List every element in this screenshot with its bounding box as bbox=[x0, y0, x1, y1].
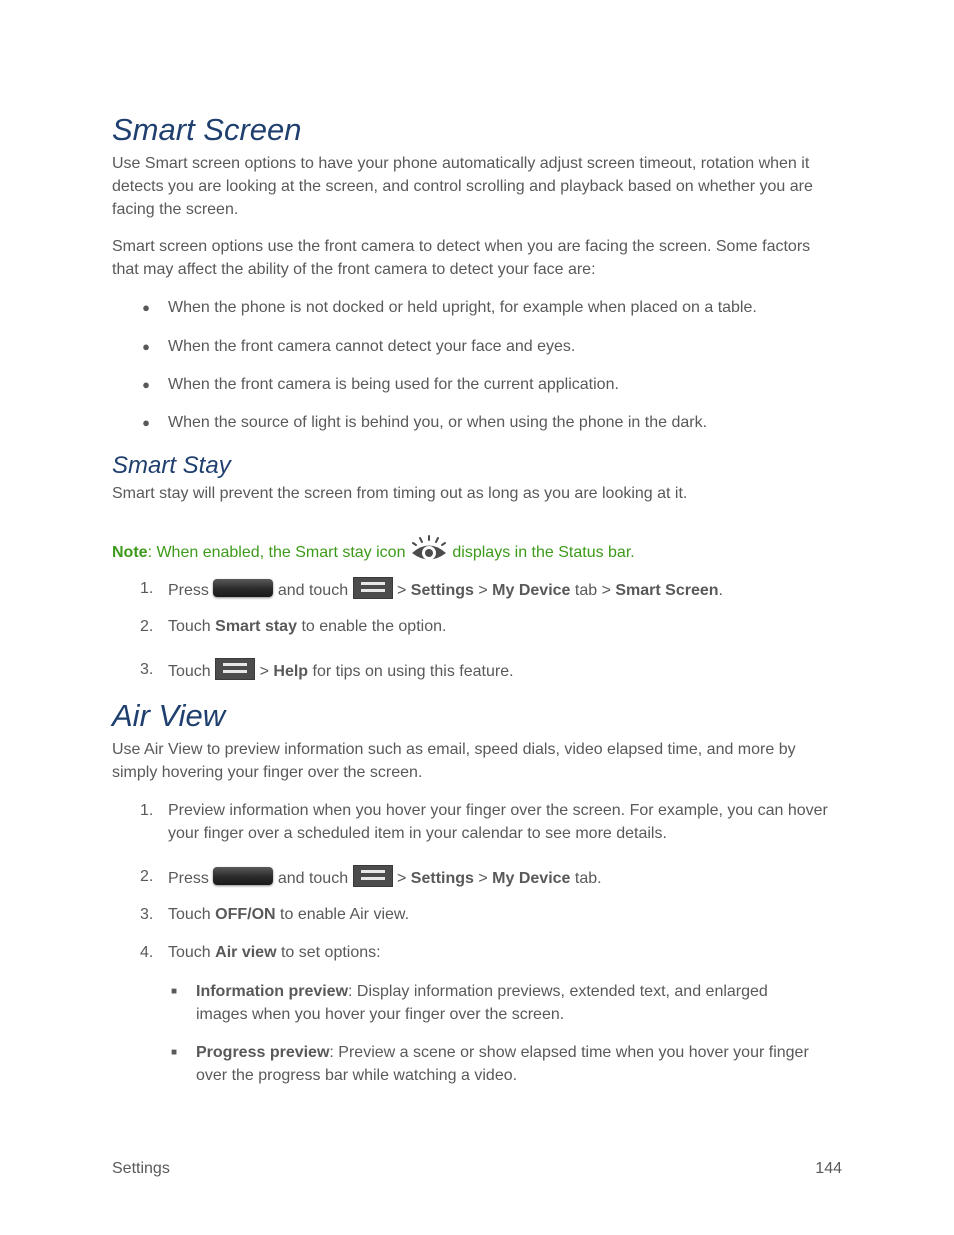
step-bold-air-view: Air view bbox=[215, 944, 277, 961]
step-connector: and touch bbox=[277, 870, 349, 887]
sub-bullet-desc: : Preview a scene or show elapsed time when you hover your finger over the progress bar while watching a video. bbox=[196, 1044, 809, 1084]
bullet-text: When the front camera is being used for the current application. bbox=[168, 376, 619, 393]
bullet-text: When the source of light is behind you, or when using the phone in the dark. bbox=[168, 414, 708, 431]
sub-bullet-bold: Progress preview bbox=[196, 1044, 330, 1061]
step-verb: Touch bbox=[168, 944, 211, 961]
step-connector: for tips on using this feature. bbox=[312, 663, 514, 680]
note-text-after: displays in the Status bar. bbox=[452, 544, 635, 561]
footer-section-name: Settings bbox=[112, 1160, 170, 1177]
step-end: tab. bbox=[574, 870, 602, 887]
step-text: Preview information when you hover your finger over the screen. For example, you can hover your finger over a scheduled item in your calendar to see more details. bbox=[168, 802, 828, 842]
smart-screen-intro: Use Smart screen options to have your phone automatically adjust screen timeout, rotation when it detects you are looking at the screen, and control scrolling and playback based on whether you are facing the screen. bbox=[112, 155, 813, 218]
note-text-before: : When enabled, the Smart stay icon bbox=[147, 544, 406, 561]
step-connector: to set options: bbox=[280, 944, 381, 961]
step-number: 1. bbox=[140, 580, 154, 597]
smart-stay-note bbox=[112, 534, 832, 564]
bullet-text: When the front camera cannot detect your face and eyes. bbox=[168, 338, 576, 355]
section-title-air-view: Air View bbox=[112, 698, 226, 733]
step-text bbox=[168, 941, 381, 964]
sub-bullet-text bbox=[196, 1041, 816, 1087]
square-bullet: ■ bbox=[170, 1047, 178, 1058]
bullet-dot: ● bbox=[142, 300, 150, 315]
bullet-dot: ● bbox=[142, 377, 150, 392]
smart-stay-eye-icon bbox=[410, 534, 448, 564]
section-title-smart-screen: Smart Screen bbox=[112, 112, 302, 147]
square-bullet: ■ bbox=[170, 986, 178, 997]
step-bold-settings: Settings bbox=[410, 582, 474, 599]
smart-screen-intro-2: Smart screen options use the front camera to detect when you are facing the screen. Some factors that may affect the ability of the front camera to detect your face are: bbox=[112, 238, 811, 278]
step-separator: > bbox=[478, 582, 488, 599]
step-text bbox=[168, 615, 446, 638]
step-bold-settings: Settings bbox=[410, 870, 474, 887]
step-separator: > bbox=[478, 870, 488, 887]
air-view-intro: Use Air View to preview information such as email, speed dials, video elapsed time, and more by simply hovering your finger over the screen. bbox=[112, 741, 796, 781]
step-text bbox=[168, 658, 514, 683]
bullet-text: When the phone is not docked or held upright, for example when placed on a table. bbox=[168, 299, 757, 316]
sub-bullet-desc: : Display information previews, extended text, and enlarged images when you hover your finger over the screen. bbox=[196, 983, 768, 1023]
step-text bbox=[168, 865, 602, 890]
step-connector: to enable the option. bbox=[301, 618, 447, 635]
menu-key-icon bbox=[353, 865, 393, 887]
sub-bullet-bold: Information preview bbox=[196, 983, 349, 1000]
footer-page-number: 144 bbox=[815, 1160, 842, 1177]
step-bold-my-device: My Device bbox=[492, 582, 571, 599]
bullet-dot: ● bbox=[142, 415, 150, 430]
menu-key-icon bbox=[353, 577, 393, 599]
step-number: 2. bbox=[140, 868, 154, 885]
step-number: 1. bbox=[140, 802, 154, 819]
bullet-dot: ● bbox=[142, 339, 150, 354]
menu-key-icon bbox=[215, 658, 255, 680]
step-bold-smart-screen: Smart Screen bbox=[615, 582, 719, 599]
step-bold-my-device: My Device bbox=[492, 870, 571, 887]
step-number: 3. bbox=[140, 661, 154, 678]
sub-bullet-text bbox=[196, 980, 816, 1026]
step-bold-off-on: OFF/ON bbox=[215, 906, 276, 923]
step-verb: Touch bbox=[168, 618, 211, 635]
smart-stay-description: Smart stay will prevent the screen from timing out as long as you are looking at it. bbox=[112, 485, 688, 502]
step-text bbox=[168, 577, 723, 602]
step-separator: > bbox=[397, 582, 407, 599]
step-number: 2. bbox=[140, 618, 154, 635]
step-bold-help: Help bbox=[273, 663, 309, 680]
step-end: . bbox=[718, 582, 723, 599]
step-connector: to enable Air view. bbox=[280, 906, 410, 923]
step-bold-smart-stay: Smart stay bbox=[215, 618, 297, 635]
step-text bbox=[168, 903, 409, 926]
subsection-title-smart-stay: Smart Stay bbox=[112, 452, 231, 479]
home-key-icon bbox=[213, 579, 273, 597]
step-verb: Touch bbox=[168, 906, 211, 923]
note-label: Note bbox=[112, 544, 148, 561]
step-number: 3. bbox=[140, 906, 154, 923]
step-verb: Press bbox=[168, 870, 209, 887]
step-number: 4. bbox=[140, 944, 154, 961]
step-separator: > bbox=[397, 870, 407, 887]
step-connector: and touch bbox=[277, 582, 349, 599]
step-verb: Press bbox=[168, 582, 209, 599]
home-key-icon bbox=[213, 867, 273, 885]
step-connector: tab > bbox=[574, 582, 611, 599]
step-verb: Touch bbox=[168, 663, 211, 680]
step-separator: > bbox=[259, 663, 269, 680]
